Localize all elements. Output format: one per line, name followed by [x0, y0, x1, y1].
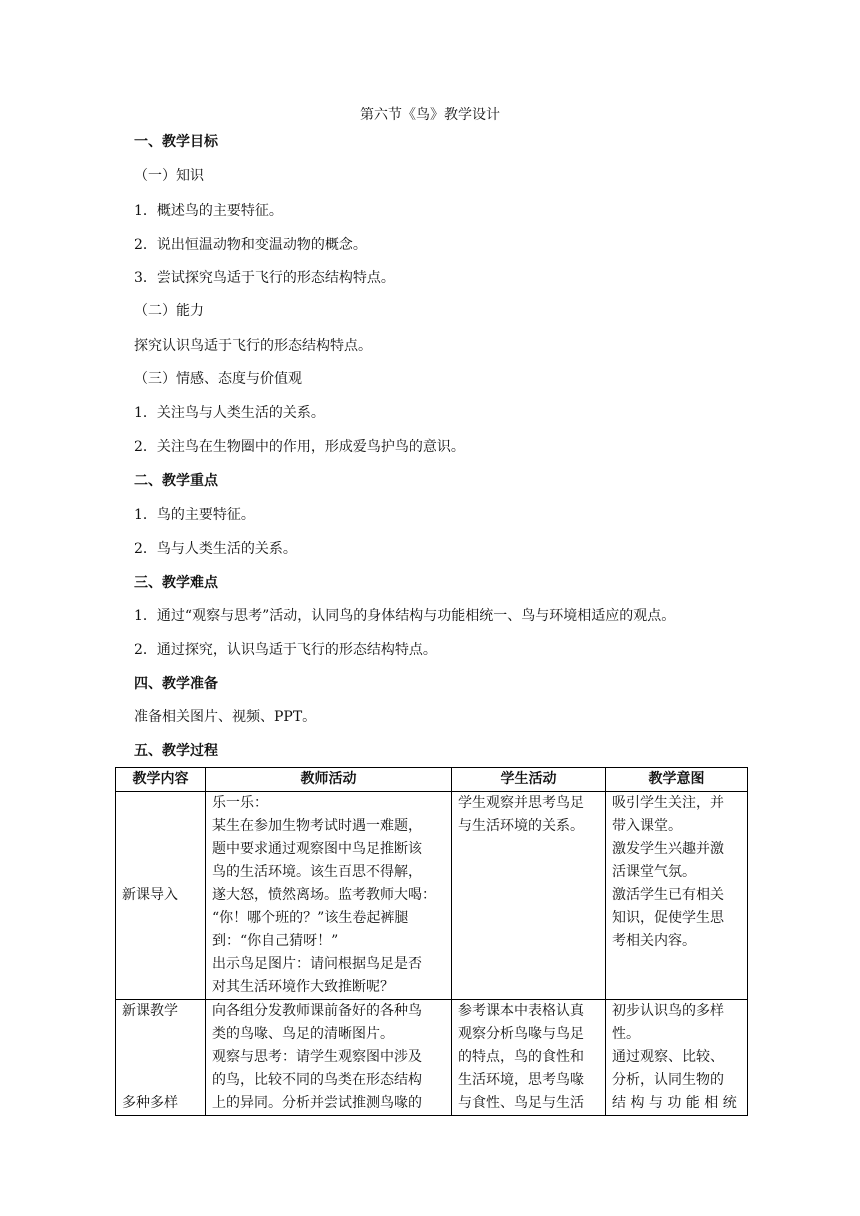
- table-header-row: [116, 768, 748, 792]
- cell-text-line: 分析，认同生物的: [612, 1072, 724, 1088]
- cell-text-line: 的鸟，比较不同的鸟类在形态结构: [212, 1072, 422, 1088]
- cell-content: [116, 1000, 206, 1116]
- section-heading: 二、教学重点: [134, 473, 218, 489]
- section-heading: 四、教学准备: [134, 676, 218, 692]
- cell-text-line: [122, 1046, 199, 1069]
- body-text-line: 2．关注鸟在生物圈中的作用，形成爱鸟护鸟的意识。: [134, 439, 465, 455]
- cell-text-line: 多种多样: [122, 1095, 178, 1111]
- cell-text-line: 新课教学: [122, 1003, 178, 1019]
- cell-text-line: 乐一乐：: [212, 795, 268, 811]
- document-title: 第六节《鸟》教学设计: [360, 107, 500, 123]
- body-text-line: 3．尝试探究鸟适于飞行的形态结构特点。: [134, 270, 395, 286]
- teaching-process-table: [115, 767, 748, 1116]
- cell-intent: [606, 792, 748, 1000]
- cell-text-line: 观察分析鸟喙与鸟足: [458, 1026, 584, 1042]
- cell-text-line: 出示鸟足图片：请问根据鸟足是否: [212, 956, 422, 972]
- section-heading: 三、教学难点: [134, 575, 218, 591]
- section-heading: 五、教学过程: [134, 743, 218, 759]
- cell-text-line: 考相关内容。: [612, 933, 696, 949]
- table-row: [116, 1000, 748, 1116]
- cell-text-line: 某生在参加生物考试时遇一难题，: [212, 818, 422, 834]
- header-student: 学生活动: [452, 768, 606, 792]
- cell-text-line: 上的异同。分析并尝试推测鸟喙的: [212, 1095, 422, 1111]
- cell-text-line: 新课导入: [122, 887, 178, 903]
- cell-text-line: 向各组分发教师课前备好的各种鸟: [212, 1003, 422, 1019]
- body-text-line: 探究认识鸟适于飞行的形态结构特点。: [134, 338, 372, 354]
- body-text-line: （二）能力: [134, 303, 204, 319]
- cell-text-line: 性。: [612, 1026, 640, 1042]
- body-text-line: （一）知识: [134, 168, 204, 184]
- cell-text-line: 带入课堂。: [612, 818, 682, 834]
- cell-text-line: 对其生活环境作大致推断呢？: [212, 979, 394, 995]
- cell-text-line: 初步认识鸟的多样: [612, 1003, 724, 1019]
- cell-text-line: “你！哪个班的？”该生卷起裤腿: [212, 910, 409, 926]
- cell-text-line: 到：“你自己猜呀！”: [212, 933, 339, 949]
- cell-content: [116, 792, 206, 1000]
- body-text-line: 2．通过探究，认识鸟适于飞行的形态结构特点。: [134, 642, 437, 658]
- cell-intent: [606, 1000, 748, 1116]
- body-text-line: 2．鸟与人类生活的关系。: [134, 541, 297, 557]
- cell-text-line: 遂大怒，愤然离场。监考教师大喝：: [212, 887, 436, 903]
- cell-text-line: 通过观察、比较、: [612, 1049, 724, 1065]
- cell-text-line: 结 构 与 功 能 相 统: [612, 1095, 737, 1111]
- cell-text-line: 与生活环境的关系。: [458, 818, 584, 834]
- header-content: 教学内容: [116, 768, 206, 792]
- cell-text-line: 学生观察并思考鸟足: [458, 795, 584, 811]
- cell-text-line: 题中要求通过观察图中鸟足推断该: [212, 841, 422, 857]
- body-text-line: 1．鸟的主要特征。: [134, 507, 255, 523]
- body-text-line: 1．通过“观察与思考”活动，认同鸟的身体结构与功能相统一、鸟与环境相适应的观点。: [134, 608, 676, 624]
- cell-text-line: 鸟的生活环境。该生百思不得解，: [212, 864, 422, 880]
- cell-text-line: 与食性、鸟足与生活: [458, 1095, 584, 1111]
- section-heading: 一、教学目标: [134, 134, 218, 150]
- header-teacher: 教师活动: [206, 768, 452, 792]
- header-intent: 教学意图: [606, 768, 748, 792]
- cell-text-line: [122, 1069, 199, 1092]
- cell-teacher: [206, 1000, 452, 1116]
- cell-text-line: 的特点，鸟的食性和: [458, 1049, 584, 1065]
- cell-text-line: [122, 1023, 199, 1046]
- cell-teacher: [206, 792, 452, 1000]
- cell-text-line: 活课堂气氛。: [612, 864, 696, 880]
- body-text-line: 2．说出恒温动物和变温动物的概念。: [134, 237, 367, 253]
- body-text-line: （三）情感、态度与价值观: [134, 371, 302, 387]
- cell-student: [452, 792, 606, 1000]
- cell-text-line: 知识，促使学生思: [612, 910, 724, 926]
- body-text-line: 准备相关图片、视频、PPT。: [134, 709, 317, 725]
- cell-student: [452, 1000, 606, 1116]
- cell-text-line: 观察与思考：请学生观察图中涉及: [212, 1049, 422, 1065]
- cell-text-line: 激活学生已有相关: [612, 887, 724, 903]
- body-text-line: 1．概述鸟的主要特征。: [134, 203, 283, 219]
- cell-text-line: 类的鸟喙、鸟足的清晰图片。: [212, 1026, 394, 1042]
- cell-text-line: 激发学生兴趣并激: [612, 841, 724, 857]
- cell-text-line: 生活环境，思考鸟喙: [458, 1072, 584, 1088]
- body-text-line: 1．关注鸟与人类生活的关系。: [134, 405, 325, 421]
- cell-text-line: 参考课本中表格认真: [458, 1003, 584, 1019]
- cell-text-line: 吸引学生关注，并: [612, 795, 724, 811]
- table-row: [116, 792, 748, 1000]
